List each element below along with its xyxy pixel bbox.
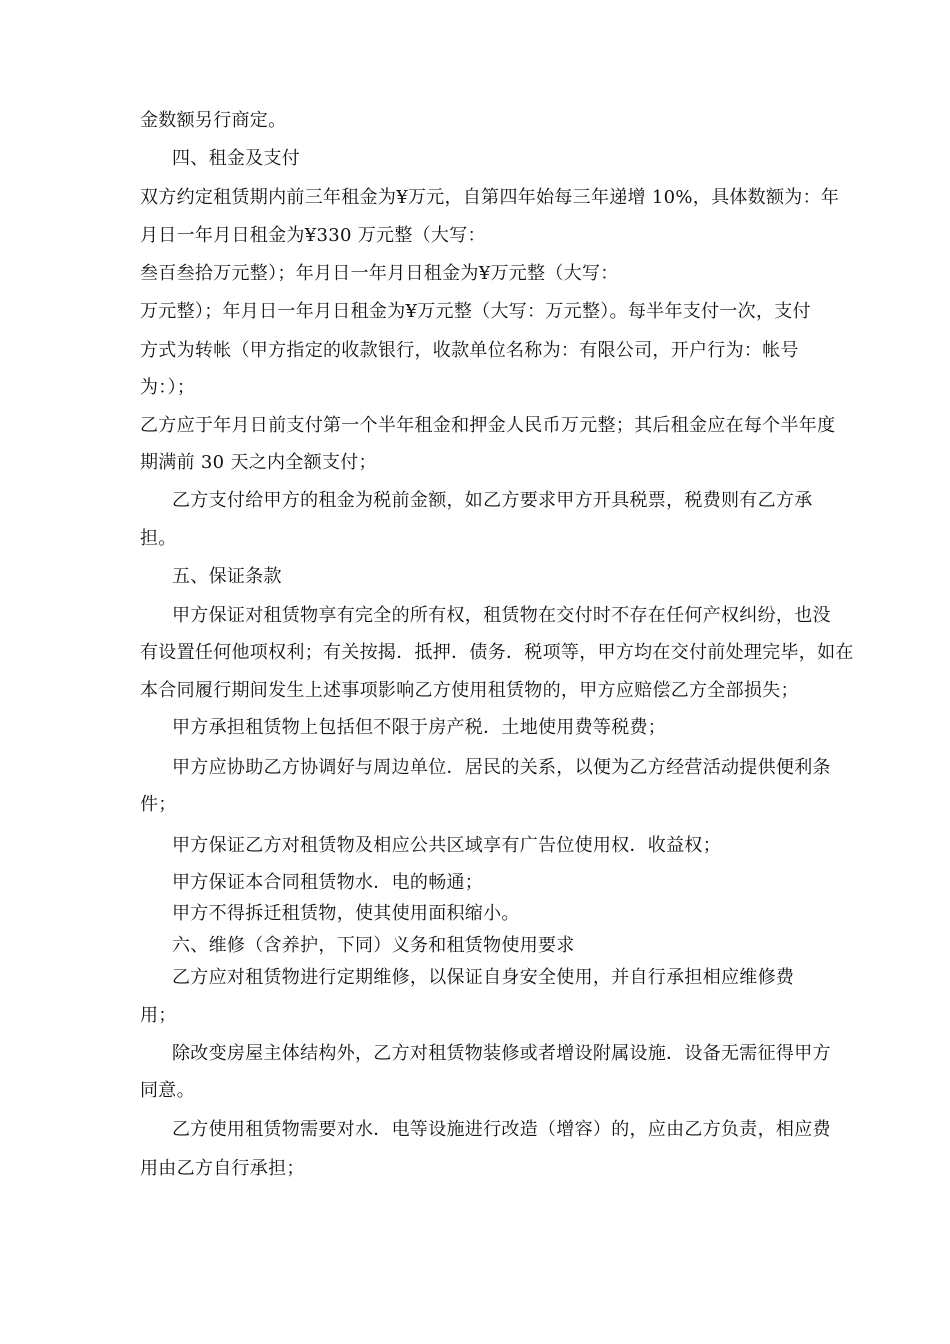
text-line: 甲方承担租赁物上包括但不限于房产税．土地使用费等税费； [172,717,667,738]
section-heading: 四、租金及支付 [172,148,301,169]
text-line: 方式为转帐（甲方指定的收款银行，收款单位名称为：有限公司，开户行为：帐号 [140,340,799,361]
text-line: 甲方不得拆迁租赁物，使其使用面积缩小。 [172,903,520,924]
text-line: 乙方应对租赁物进行定期维修，以保证自身安全使用，并自行承担相应维修费 [172,967,795,988]
text-line: 甲方应协助乙方协调好与周边单位．居民的关系，以便为乙方经营活动提供便利条 [172,757,831,778]
text-line: 除改变房屋主体结构外，乙方对租赁物装修或者增设附属设施．设备无需征得甲方 [172,1043,831,1064]
text-line: 本合同履行期间发生上述事项影响乙方使用租赁物的，甲方应赔偿乙方全部损失； [140,680,799,701]
text-line: 期满前 30 天之内全额支付； [140,452,377,473]
text-line: 金数额另行商定。 [140,110,287,131]
text-line: 有设置任何他项权利；有关按揭．抵押．债务．税项等，甲方均在交付前处理完毕，如在 [140,642,854,663]
text-line: 甲方保证本合同租赁物水．电的畅通； [172,872,484,893]
text-line: 乙方应于年月日前支付第一个半年租金和押金人民币万元整；其后租金应在每个半年度 [140,415,836,436]
text-line: 为：）； [140,377,196,398]
text-line: 担。 [140,528,177,549]
text-line: 乙方支付给甲方的租金为税前金额，如乙方要求甲方开具税票，税费则有乙方承 [172,490,813,511]
section-heading: 五、保证条款 [172,566,282,587]
text-line: 用； [140,1005,177,1026]
text-line: 乙方使用租赁物需要对水．电等设施进行改造（增容）的，应由乙方负责，相应费 [172,1119,831,1140]
text-line: 双方约定租赁期内前三年租金为¥万元，自第四年始每三年递增 10%，具体数额为：年 [140,187,840,208]
section-heading: 六、维修（含养护，下同）义务和租赁物使用要求 [172,935,575,956]
text-line: 同意。 [140,1080,195,1101]
text-line: 叁百叁拾万元整）；年月日一年月日租金为¥万元整（大写： [140,263,619,284]
text-line: 甲方保证对租赁物享有完全的所有权，租赁物在交付时不存在任何产权纠纷，也没 [172,605,831,626]
text-line: 用由乙方自行承担； [140,1158,305,1179]
text-line: 件； [140,794,177,815]
text-line: 月日一年月日租金为¥330 万元整（大写： [140,225,486,246]
text-line: 甲方保证乙方对租赁物及相应公共区域享有广告位使用权．收益权； [172,835,721,856]
text-line: 万元整）；年月日一年月日租金为¥万元整（大写：万元整）。每半年支付一次，支付 [140,301,811,322]
